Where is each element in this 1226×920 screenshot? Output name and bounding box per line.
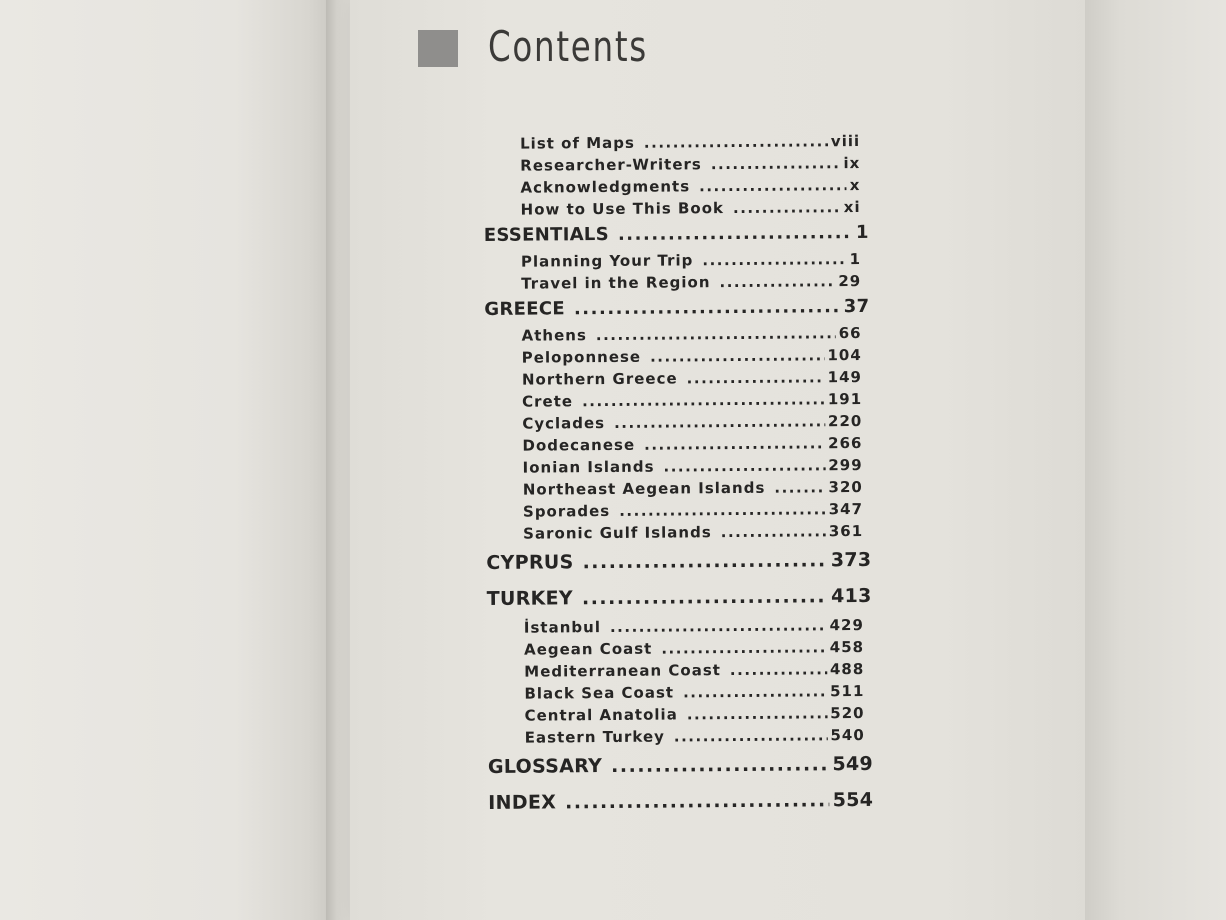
toc-entry xyxy=(479,196,861,221)
toc-section-page: 1 xyxy=(855,221,869,244)
toc-leader-dots xyxy=(663,454,825,477)
toc-section xyxy=(483,782,873,821)
toc-leader-dots xyxy=(687,702,828,725)
toc-entry-label: Planning Your Trip xyxy=(520,251,694,271)
toc-entry xyxy=(482,702,864,727)
toc-entry xyxy=(478,152,860,177)
toc-section-label: GLOSSARY xyxy=(487,755,603,778)
toc-entry xyxy=(481,520,863,545)
toc-section xyxy=(482,578,872,617)
toc-entry-label: Saronic Gulf Islands xyxy=(523,523,712,543)
toc-leader-dots xyxy=(702,248,846,271)
toc-leader-dots xyxy=(582,542,828,580)
toc-entry-page: x xyxy=(849,175,861,195)
toc-leader-dots xyxy=(614,410,825,434)
toc-leader-dots xyxy=(610,614,827,638)
toc-leader-dots xyxy=(687,366,825,389)
toc-entry xyxy=(483,724,865,749)
toc-entry-label: Black Sea Coast xyxy=(524,683,675,703)
toc-section-label: GREECE xyxy=(484,298,566,320)
toc-entry-page: 1 xyxy=(849,249,862,269)
toc-entry-page: 361 xyxy=(828,521,864,541)
toc-leader-dots xyxy=(661,636,827,659)
toc-entry-page: 458 xyxy=(829,637,865,657)
toc-leader-dots xyxy=(582,388,825,412)
toc-leader-dots xyxy=(619,498,826,522)
toc-leader-dots xyxy=(699,174,847,197)
toc-entry xyxy=(479,270,861,295)
toc-entry-page: viii xyxy=(830,131,861,151)
toc-entry-label: İstanbul xyxy=(523,618,602,637)
toc-entry-page: 66 xyxy=(838,323,862,343)
toc-entry-label: How to Use This Book xyxy=(520,199,725,219)
toc-entry-label: Central Anatolia xyxy=(524,705,678,725)
toc-entry-page: 540 xyxy=(830,725,865,745)
toc-leader-dots xyxy=(733,196,841,219)
toc-leader-dots xyxy=(644,130,828,153)
toc-leader-dots xyxy=(596,322,836,346)
toc-section-page: 549 xyxy=(832,752,874,776)
toc-leader-dots xyxy=(674,724,828,747)
toc-entry xyxy=(482,680,864,705)
toc-entry xyxy=(481,454,863,479)
toc-entry-page: 429 xyxy=(829,615,864,635)
toc-leader-dots xyxy=(730,658,827,681)
toc-leader-dots xyxy=(774,476,825,498)
toc-entry-label: Northern Greece xyxy=(521,369,678,389)
toc-entry xyxy=(480,366,862,391)
toc-entry xyxy=(481,476,863,501)
toc-leader-dots xyxy=(711,152,841,175)
toc-section-page: 413 xyxy=(831,584,872,608)
toc-entry xyxy=(482,658,864,683)
toc-entry-label: Sporades xyxy=(522,501,611,521)
toc-section-label: TURKEY xyxy=(486,587,574,610)
toc-entry-page: 104 xyxy=(827,345,862,365)
toc-entry-label: Travel in the Region xyxy=(521,273,711,293)
left-book-page xyxy=(0,0,335,920)
toc-leader-dots xyxy=(683,680,827,703)
toc-entry-page: 191 xyxy=(827,389,863,409)
toc-section xyxy=(483,746,873,785)
toc-leader-dots xyxy=(650,344,825,367)
toc-entry-page: 299 xyxy=(828,455,863,475)
toc-entry-page: 511 xyxy=(830,681,865,701)
toc-section xyxy=(479,292,869,325)
toc-entry-label: Peloponnese xyxy=(521,347,642,367)
toc-leader-dots xyxy=(574,292,841,324)
toc-entry-label: Crete xyxy=(522,392,574,411)
toc-section-page: 37 xyxy=(843,295,870,318)
toc-section-label: INDEX xyxy=(488,791,557,814)
toc-entry-page: 347 xyxy=(828,499,864,519)
toc-section-page: 373 xyxy=(830,548,872,572)
toc-entry-label: Cyclades xyxy=(522,414,606,433)
toc-entry-page: 488 xyxy=(829,659,865,679)
toc-entry-label: Dodecanese xyxy=(522,435,636,455)
toc-leader-dots xyxy=(611,746,830,784)
toc-entry xyxy=(478,174,860,199)
toc-leader-dots xyxy=(582,578,828,616)
toc-entry xyxy=(482,614,864,639)
toc-entry xyxy=(480,344,862,369)
toc-entry-page: 266 xyxy=(828,433,863,453)
toc-entry xyxy=(482,636,864,661)
toc-section-label: CYPRUS xyxy=(486,551,574,574)
toc-entry-label: Northeast Aegean Islands xyxy=(522,478,766,499)
toc-entry-label: Acknowledgments xyxy=(520,177,691,197)
toc-entry-label: Eastern Turkey xyxy=(524,727,665,747)
toc-section-page: 554 xyxy=(832,788,874,812)
toc-entry-page: 520 xyxy=(830,703,865,723)
toc-entry xyxy=(480,322,862,347)
toc-leader-dots xyxy=(719,270,835,293)
toc-entry xyxy=(480,388,862,413)
toc-entry-label: Researcher-Writers xyxy=(520,155,702,175)
toc-entry-label: Aegean Coast xyxy=(523,639,653,659)
toc-entry-page: 29 xyxy=(838,271,862,291)
toc-entry xyxy=(480,432,862,457)
table-of-contents xyxy=(478,130,913,821)
toc-leader-dots xyxy=(618,218,853,250)
toc-entry-page: 220 xyxy=(827,411,863,431)
toc-entry-label: Mediterranean Coast xyxy=(524,661,721,681)
toc-leader-dots xyxy=(565,782,830,820)
page-title: Contents xyxy=(488,22,648,71)
toc-entry-page: ix xyxy=(843,153,861,173)
toc-entry-page: 320 xyxy=(828,477,863,497)
toc-entry-label: Athens xyxy=(521,326,587,345)
toc-entry-page: xi xyxy=(843,197,861,217)
toc-entry xyxy=(478,130,860,155)
toc-entry-label: List of Maps xyxy=(520,133,635,153)
toc-leader-dots xyxy=(644,432,825,455)
header-square-mark xyxy=(418,30,458,67)
toc-entry xyxy=(481,498,863,523)
toc-leader-dots xyxy=(721,520,826,543)
background-surface xyxy=(1085,0,1226,920)
toc-section xyxy=(481,542,871,581)
toc-section-label: ESSENTIALS xyxy=(483,223,610,246)
toc-entry-page: 149 xyxy=(827,367,862,387)
toc-entry xyxy=(480,410,862,435)
toc-section xyxy=(479,218,869,251)
toc-entry-label: Ionian Islands xyxy=(522,457,655,477)
toc-entry xyxy=(479,248,861,273)
